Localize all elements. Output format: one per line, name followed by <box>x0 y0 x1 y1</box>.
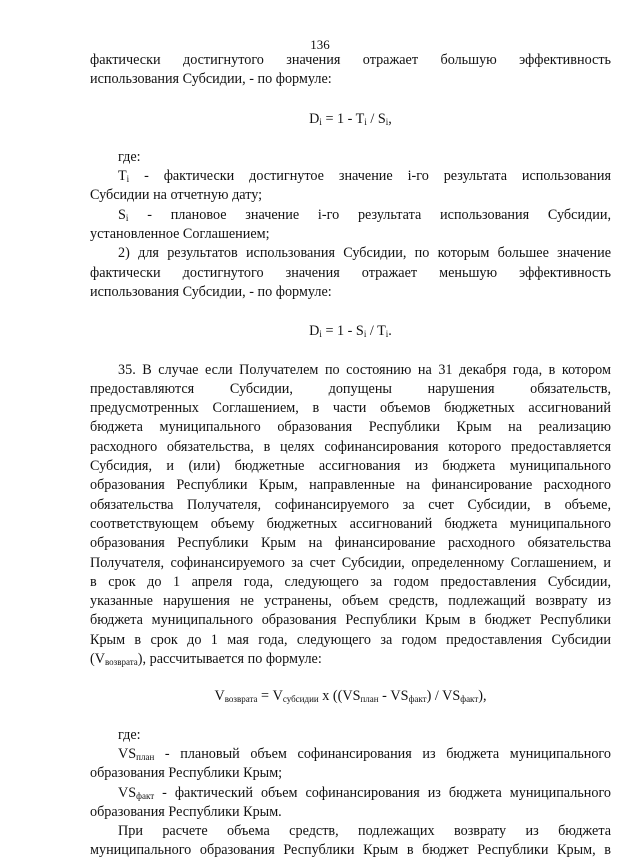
text-line: муниципального образования Республики Крым в бюджет Республики Крым, в <box>90 842 611 859</box>
page-number: 136 <box>310 37 330 52</box>
text-line: в срок до 1 апреля года, следующего за годом предоставления Субсидии, <box>90 573 611 590</box>
document-body <box>90 51 611 861</box>
paragraph-intro <box>90 51 611 90</box>
text-line: Получателя, софинансируемого за счет Субсидии, определенному Соглашением, и <box>90 554 611 571</box>
text-line: 2) для результатов использования Субсидии, по которым большее значение <box>118 245 611 262</box>
paragraph-item-2 <box>90 244 611 302</box>
text-line: образования Республики Крым на финансирование расходного обязательства <box>90 535 611 552</box>
text-line: образования Республики Крым. <box>90 803 282 820</box>
text-line: образования Республики Крым, направленные на финансирование расходного <box>90 477 611 494</box>
text-line: бюджета муниципального образования Республики Крым на реализацию <box>90 419 611 436</box>
paragraph-35 <box>90 361 611 670</box>
text-line: образования Республики Крым; <box>90 765 283 782</box>
text-line: При расчете объема средств, подлежащих возврату из бюджета <box>118 823 611 840</box>
text-line: Субсидии на отчетную дату; <box>90 187 263 204</box>
formula-v-return: $V_{возврата} = V_{субсидии}$ x $((VS_{план} - VS_{факт}) / VS_{факт})$, <box>214 688 487 705</box>
text-line: соответствующем объему бюджетных ассигнований бюджета муниципального <box>90 515 611 532</box>
text-line: бюджета муниципального образования Республики Крым в бюджет Республики <box>90 612 611 629</box>
formula-di-2: $D_i = 1 - S_i / T_i$. <box>309 323 392 340</box>
text-line: $(V_{возврата})$, рассчитывается по формуле: <box>90 651 322 668</box>
where-label: где: <box>118 148 141 165</box>
text-line: указанные нарушения не устранены, объем средств, подлежащий возврату из <box>90 593 611 610</box>
text-line: предоставляются Субсидии, допущены нарушения обязательств, <box>90 380 611 397</box>
text-line: использования Субсидии, - по формуле: <box>90 283 332 300</box>
text-line: Субсидия, и (или) бюджетные ассигнования из бюджета муниципального <box>90 458 611 475</box>
text-line: 35. В случае если Получателем по состоянию на 31 декабря года, в котором <box>118 361 611 378</box>
text-line: Крым в срок до 1 мая года, следующего за годом предоставления Субсидии <box>90 631 611 648</box>
where-label: где: <box>118 726 141 743</box>
text-line: использования Субсидии, - по формуле: <box>90 71 332 88</box>
text-line: $VS_{факт}$ - фактический объем софинансирования из бюджета муниципального <box>118 784 611 801</box>
text-line: $S_i$ - плановое значение i-го результата использования Субсидии, <box>118 206 611 223</box>
text-line: расходного обязательства, в целях софинансирования которого предоставляется <box>90 438 611 455</box>
definition-si <box>90 206 611 245</box>
definition-vsplan <box>90 745 611 784</box>
definition-ti <box>90 167 611 206</box>
formula-di-1: $D_i = 1 - T_i / S_i$, <box>309 110 392 127</box>
text-line: установленное Соглашением; <box>90 226 270 243</box>
definition-vsfakt <box>90 784 611 823</box>
text-line: предусмотренных Соглашением, в части объемов бюджетных ассигнований <box>90 400 611 417</box>
text-line: $T_i$ - фактически достигнутое значение i-го результата использования <box>118 168 611 185</box>
text-line: фактически достигнутого значения отражает большую эффективность <box>90 52 611 68</box>
text-line: обязательства Получателя, софинансируемого за счет Субсидии, в объеме, <box>90 496 611 513</box>
text-line: $VS_{план}$ - плановый объем софинансирования из бюджета муниципального <box>118 745 611 762</box>
text-line: фактически достигнутого значения отражает меньшую эффективность <box>90 264 611 281</box>
